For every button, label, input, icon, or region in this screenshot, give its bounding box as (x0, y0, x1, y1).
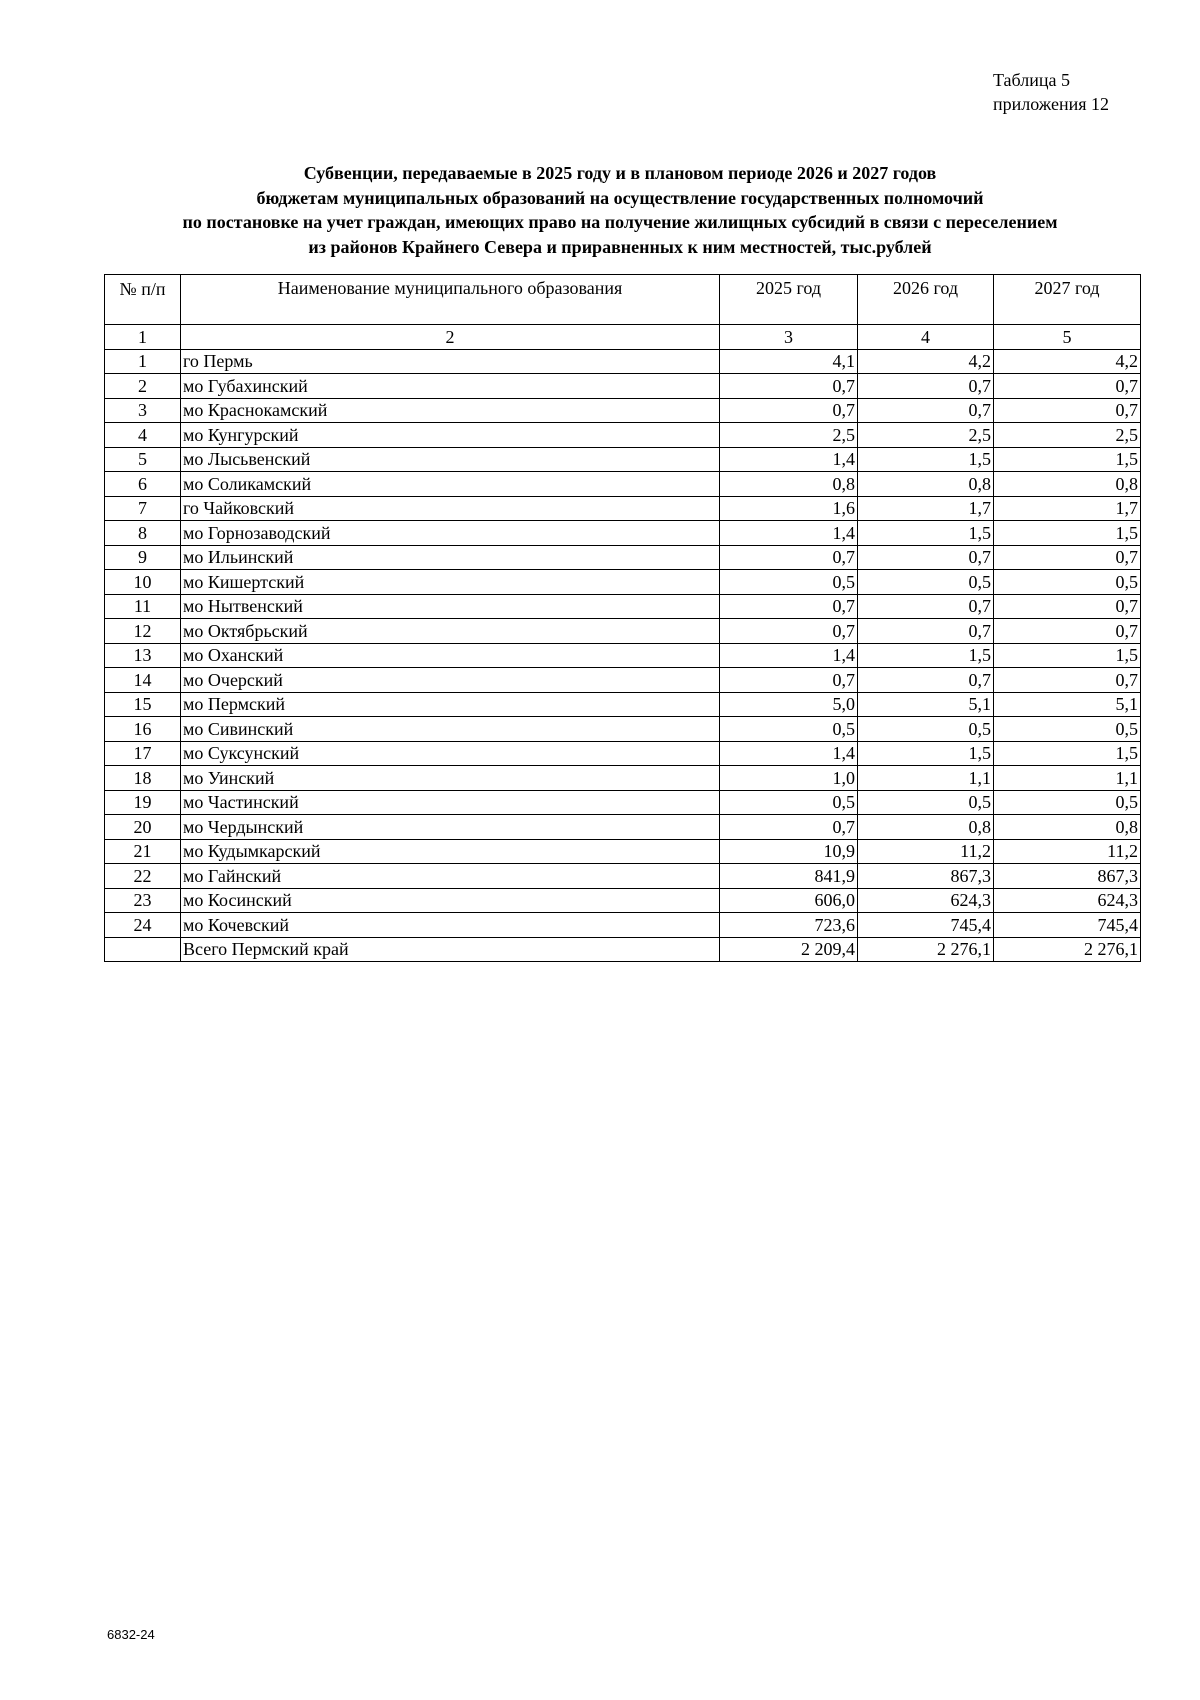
table-row (105, 398, 1141, 423)
header-name: Наименование муниципального образования (181, 275, 720, 325)
table-row (105, 888, 1141, 913)
row-num: 8 (105, 521, 181, 546)
column-index-4: 4 (858, 325, 994, 350)
row-num: 10 (105, 570, 181, 595)
row-value-2025: 606,0 (720, 888, 858, 913)
header-2026: 2026 год (858, 275, 994, 325)
row-value-2027: 0,8 (994, 472, 1141, 497)
table-row (105, 741, 1141, 766)
row-value-2025: 10,9 (720, 839, 858, 864)
row-num: 2 (105, 374, 181, 399)
row-value-2027: 0,7 (994, 619, 1141, 644)
row-num: 23 (105, 888, 181, 913)
row-value-2026: 0,7 (858, 398, 994, 423)
row-num: 11 (105, 594, 181, 619)
row-municipality: мо Октябрьский (181, 619, 720, 644)
table-row (105, 864, 1141, 889)
row-value-2025: 1,4 (720, 521, 858, 546)
row-value-2026: 0,7 (858, 545, 994, 570)
row-value-2025: 0,7 (720, 619, 858, 644)
row-num: 5 (105, 447, 181, 472)
row-municipality: мо Соликамский (181, 472, 720, 497)
row-value-2025: 0,7 (720, 594, 858, 619)
row-municipality: мо Очерский (181, 668, 720, 693)
row-value-2027: 0,5 (994, 790, 1141, 815)
row-value-2027: 0,5 (994, 570, 1141, 595)
row-municipality: мо Кочевский (181, 913, 720, 938)
row-municipality: мо Горнозаводский (181, 521, 720, 546)
row-value-2025: 0,7 (720, 374, 858, 399)
row-municipality: го Чайковский (181, 496, 720, 521)
row-value-2026: 11,2 (858, 839, 994, 864)
row-municipality: мо Уинский (181, 766, 720, 791)
row-value-2027: 1,5 (994, 643, 1141, 668)
row-value-2026: 1,1 (858, 766, 994, 791)
title-line-1: Субвенции, передаваемые в 2025 году и в плановом периоде 2026 и 2027 годов (303, 163, 937, 183)
row-value-2026: 0,7 (858, 619, 994, 644)
subventions-table (104, 274, 1141, 962)
row-municipality: мо Пермский (181, 692, 720, 717)
row-municipality: мо Губахинский (181, 374, 720, 399)
row-value-2027: 1,5 (994, 741, 1141, 766)
document-code: 6832-24 (107, 1627, 155, 1642)
row-value-2025: 1,6 (720, 496, 858, 521)
total-row (105, 937, 1141, 962)
row-value-2025: 0,7 (720, 545, 858, 570)
table-row (105, 717, 1141, 742)
row-value-2027: 1,7 (994, 496, 1141, 521)
row-value-2026: 1,5 (858, 741, 994, 766)
document-title (100, 161, 1140, 259)
row-municipality: мо Нытвенский (181, 594, 720, 619)
row-value-2027: 5,1 (994, 692, 1141, 717)
row-num: 13 (105, 643, 181, 668)
table-row (105, 619, 1141, 644)
table-row (105, 790, 1141, 815)
header-num (105, 275, 181, 325)
row-num: 19 (105, 790, 181, 815)
annex-reference (993, 68, 1109, 116)
row-value-2027: 11,2 (994, 839, 1141, 864)
table-row (105, 692, 1141, 717)
column-index-1: 1 (105, 325, 181, 350)
row-value-2025: 5,0 (720, 692, 858, 717)
row-value-2026: 867,3 (858, 864, 994, 889)
title-line-3: по постановке на учет граждан, имеющих право на получение жилищных субсидий в связи с переселением (182, 212, 1058, 232)
table-row (105, 521, 1141, 546)
total-2027: 2 276,1 (994, 937, 1141, 962)
table-row (105, 545, 1141, 570)
row-value-2027: 1,5 (994, 447, 1141, 472)
row-num: 9 (105, 545, 181, 570)
row-value-2025: 1,4 (720, 741, 858, 766)
row-value-2026: 0,7 (858, 594, 994, 619)
header-2025: 2025 год (720, 275, 858, 325)
total-num (105, 937, 181, 962)
row-num: 6 (105, 472, 181, 497)
table-row (105, 839, 1141, 864)
row-num: 7 (105, 496, 181, 521)
row-value-2027: 2,5 (994, 423, 1141, 448)
row-value-2027: 0,8 (994, 815, 1141, 840)
table-row (105, 423, 1141, 448)
row-value-2027: 867,3 (994, 864, 1141, 889)
row-value-2025: 0,5 (720, 570, 858, 595)
total-2026: 2 276,1 (858, 937, 994, 962)
row-value-2026: 0,5 (858, 717, 994, 742)
row-value-2025: 1,4 (720, 447, 858, 472)
row-value-2025: 0,5 (720, 717, 858, 742)
table-row (105, 472, 1141, 497)
row-num: 17 (105, 741, 181, 766)
row-num: 20 (105, 815, 181, 840)
row-value-2026: 1,7 (858, 496, 994, 521)
table-row (105, 349, 1141, 374)
row-value-2025: 0,5 (720, 790, 858, 815)
row-value-2026: 745,4 (858, 913, 994, 938)
table-row (105, 913, 1141, 938)
table-row (105, 496, 1141, 521)
table-row (105, 766, 1141, 791)
title-line-2: бюджетам муниципальных образований на осуществление государственных полномочий (256, 187, 984, 208)
row-num: 16 (105, 717, 181, 742)
row-value-2026: 1,5 (858, 643, 994, 668)
row-value-2026: 0,7 (858, 374, 994, 399)
row-value-2027: 745,4 (994, 913, 1141, 938)
row-value-2026: 624,3 (858, 888, 994, 913)
row-value-2026: 0,5 (858, 790, 994, 815)
table-row (105, 594, 1141, 619)
row-value-2027: 624,3 (994, 888, 1141, 913)
row-municipality: мо Кишертский (181, 570, 720, 595)
row-num: 24 (105, 913, 181, 938)
row-municipality: мо Ильинский (181, 545, 720, 570)
row-num: 4 (105, 423, 181, 448)
annex-appendix-number: приложения 12 (993, 94, 1110, 114)
row-num: 14 (105, 668, 181, 693)
row-num: 12 (105, 619, 181, 644)
row-num: 1 (105, 349, 181, 374)
row-value-2026: 4,2 (858, 349, 994, 374)
row-value-2025: 0,8 (720, 472, 858, 497)
row-value-2025: 1,0 (720, 766, 858, 791)
row-value-2026: 1,5 (858, 447, 994, 472)
total-2025: 2 209,4 (720, 937, 858, 962)
row-value-2025: 723,6 (720, 913, 858, 938)
row-municipality: мо Суксунский (181, 741, 720, 766)
row-municipality: мо Кудымкарский (181, 839, 720, 864)
table-row (105, 374, 1141, 399)
row-municipality: мо Чердынский (181, 815, 720, 840)
table-row (105, 815, 1141, 840)
row-value-2025: 0,7 (720, 398, 858, 423)
column-index-2: 2 (181, 325, 720, 350)
row-value-2026: 0,8 (858, 472, 994, 497)
row-municipality: мо Лысьвенский (181, 447, 720, 472)
header-num-text: № п/п (119, 279, 166, 299)
row-value-2026: 0,7 (858, 668, 994, 693)
row-num: 3 (105, 398, 181, 423)
row-num: 18 (105, 766, 181, 791)
row-value-2027: 0,7 (994, 398, 1141, 423)
table-row (105, 447, 1141, 472)
row-municipality: мо Гайнский (181, 864, 720, 889)
row-value-2027: 1,1 (994, 766, 1141, 791)
row-value-2026: 0,5 (858, 570, 994, 595)
row-value-2025: 1,4 (720, 643, 858, 668)
row-value-2027: 4,2 (994, 349, 1141, 374)
row-value-2025: 2,5 (720, 423, 858, 448)
row-value-2026: 1,5 (858, 521, 994, 546)
row-municipality: мо Косинский (181, 888, 720, 913)
row-num: 21 (105, 839, 181, 864)
row-value-2027: 0,7 (994, 545, 1141, 570)
column-index-3: 3 (720, 325, 858, 350)
row-value-2025: 841,9 (720, 864, 858, 889)
row-municipality: мо Частинский (181, 790, 720, 815)
row-num: 15 (105, 692, 181, 717)
row-value-2027: 0,7 (994, 668, 1141, 693)
table-header-row (105, 275, 1141, 325)
annex-table-number: Таблица 5 (993, 70, 1070, 90)
row-value-2026: 5,1 (858, 692, 994, 717)
table-row (105, 570, 1141, 595)
row-municipality: мо Краснокамский (181, 398, 720, 423)
row-municipality: мо Сивинский (181, 717, 720, 742)
row-value-2026: 2,5 (858, 423, 994, 448)
row-municipality: мо Оханский (181, 643, 720, 668)
row-value-2025: 0,7 (720, 815, 858, 840)
row-value-2025: 0,7 (720, 668, 858, 693)
row-value-2026: 0,8 (858, 815, 994, 840)
row-value-2027: 1,5 (994, 521, 1141, 546)
table-row (105, 668, 1141, 693)
row-num: 22 (105, 864, 181, 889)
row-value-2027: 0,5 (994, 717, 1141, 742)
row-value-2027: 0,7 (994, 594, 1141, 619)
row-value-2025: 4,1 (720, 349, 858, 374)
table-body (105, 349, 1141, 937)
header-2027: 2027 год (994, 275, 1141, 325)
row-municipality: го Пермь (181, 349, 720, 374)
table-row (105, 643, 1141, 668)
column-index-5: 5 (994, 325, 1141, 350)
column-index-row (105, 325, 1141, 350)
row-value-2027: 0,7 (994, 374, 1141, 399)
title-line-4: из районов Крайнего Севера и приравненных к ним местностей, тыс.рублей (308, 236, 932, 257)
row-municipality: мо Кунгурский (181, 423, 720, 448)
total-name: Всего Пермский край (181, 937, 720, 962)
